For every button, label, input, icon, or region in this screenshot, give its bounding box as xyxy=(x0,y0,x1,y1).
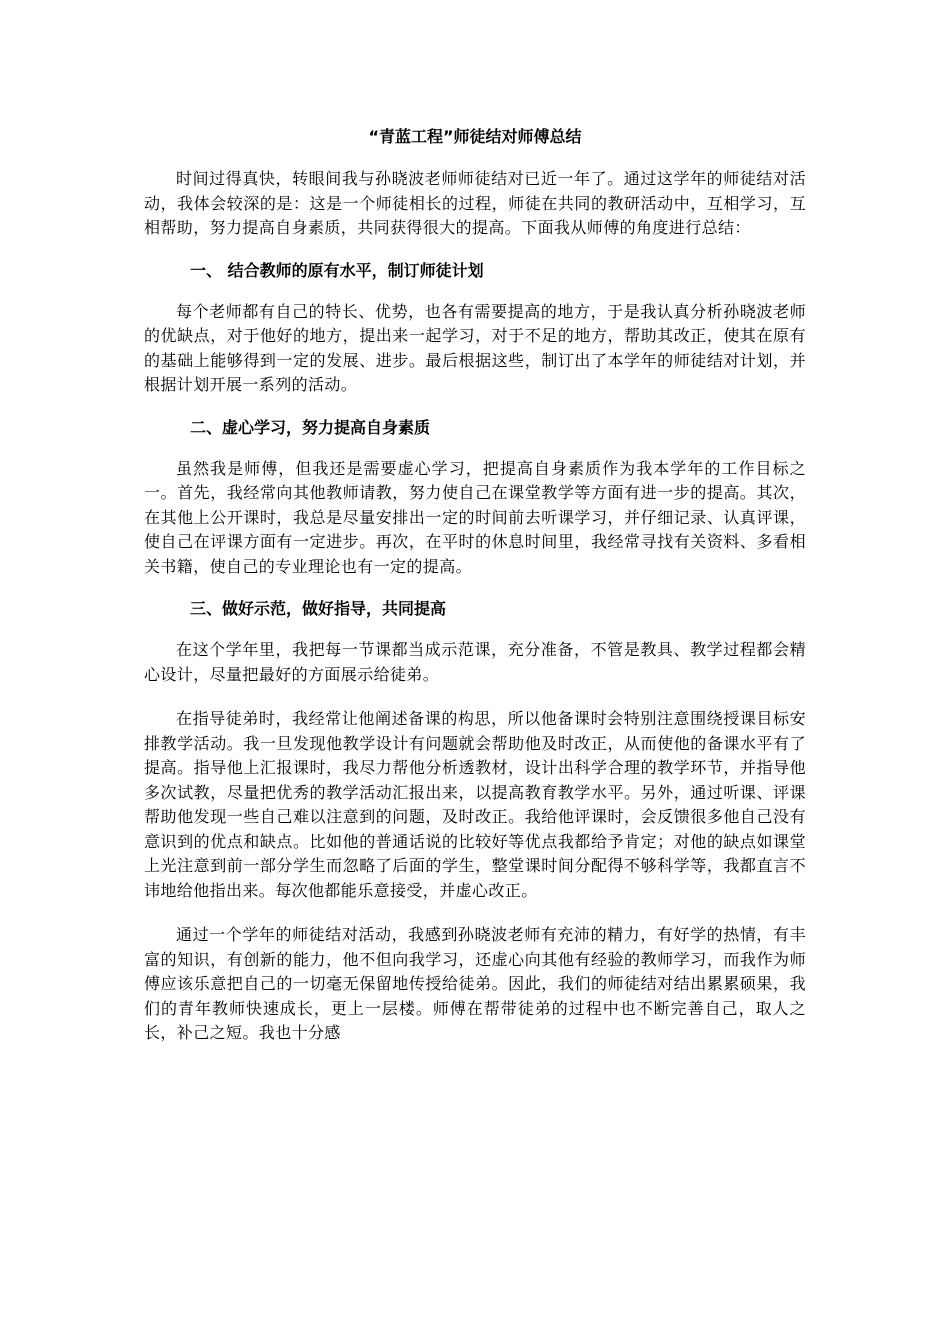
section-3-paragraph-3: 通过一个学年的师徒结对活动，我感到孙晓波老师有充沛的精力，有好学的热情，有丰富的知识，有创新的能力，他不但向我学习，还虚心向其他有经验的教师学习，而我作为师傅应该乐意把自己的一切毫无保留地传授给徒弟。因此，我们的师徒结对结出累累硕果，我们的青年教师快速成长，更上一层楼。师傅在帮带徒弟的过程中也不断完善自己，取人之长，补己之短。我也十分感 xyxy=(144,925,806,1042)
section-1-heading: 一、 结合教师的原有水平，制订师徒计划 xyxy=(190,260,484,280)
section-3-paragraph-1: 在这个学年里，我把每一节课都当成示范课，充分准备，不管是教具、教学过程都会精心设计，尽量把最好的方面展示给徒弟。 xyxy=(144,640,806,684)
section-1-paragraph-1: 每个老师都有自己的特长、优势，也各有需要提高的地方，于是我认真分析孙晓波老师的优缺点，对于他好的地方，提出来一起学习，对于不足的地方，帮助其改正，使其在原有的基础上能够得到一定的发展、进步。最后根据这些，制订出了本学年的师徒结对计划，并根据计划开展一系列的活动。 xyxy=(144,301,806,394)
section-3-paragraph-2: 在指导徒弟时，我经常让他阐述备课的构思，所以他备课时会特别注意围绕授课目标安排教学活动。我一旦发现他教学设计有问题就会帮助他及时改正，从而使他的备课水平有了提高。指导他上汇报课时，我尽力帮他分析透教材，设计出科学合理的教学环节，并指导他多次试教，尽量把优秀的教学活动汇报出来，以提高教育教学水平。另外，通过听课、评课帮助他发现一些自己难以注意到的问题，及时改正。我给他评课时，会反馈很多他自己没有意识到的优点和缺点。比如他的普通话说的比较好等优点我都给予肯定；对他的缺点如课堂上光注意到前一部分学生而忽略了后面的学生，整堂课时间分配得不够科学等，我都直言不讳地给他指出来。每次他都能乐意接受，并虚心改正。 xyxy=(144,709,806,900)
section-2-heading: 二、虚心学习，努力提高自身素质 xyxy=(190,417,431,437)
section-2-paragraph-1: 虽然我是师傅，但我还是需要虚心学习，把提高自身素质作为我本学年的工作目标之一。首先，我经常向其他教师请教，努力使自己在课堂教学等方面有进一步的提高。其次，在其他上公开课时，我总是尽量安排出一定的时间前去听课学习，并仔细记录、认真评课，使自己在评课方面有一定进步。再次，在平时的休息时间里，我经常寻找有关资料、多看相关书籍，使自己的专业理论也有一定的提高。 xyxy=(144,458,806,576)
section-3-heading: 三、做好示范，做好指导，共同提高 xyxy=(190,599,447,618)
intro-paragraph: 时间过得真快，转眼间我与孙晓波老师师徒结对已近一年了。通过这学年的师徒结对活动，我体会较深的是：这是一个师徒相长的过程，师徒在共同的教研活动中，互相学习，互相帮助，努力提高自身素质，共同获得很大的提高。下面我从师傅的角度进行总结： xyxy=(144,169,806,237)
document-title: “青蓝工程”师徒结对师傅总结 xyxy=(368,127,582,146)
